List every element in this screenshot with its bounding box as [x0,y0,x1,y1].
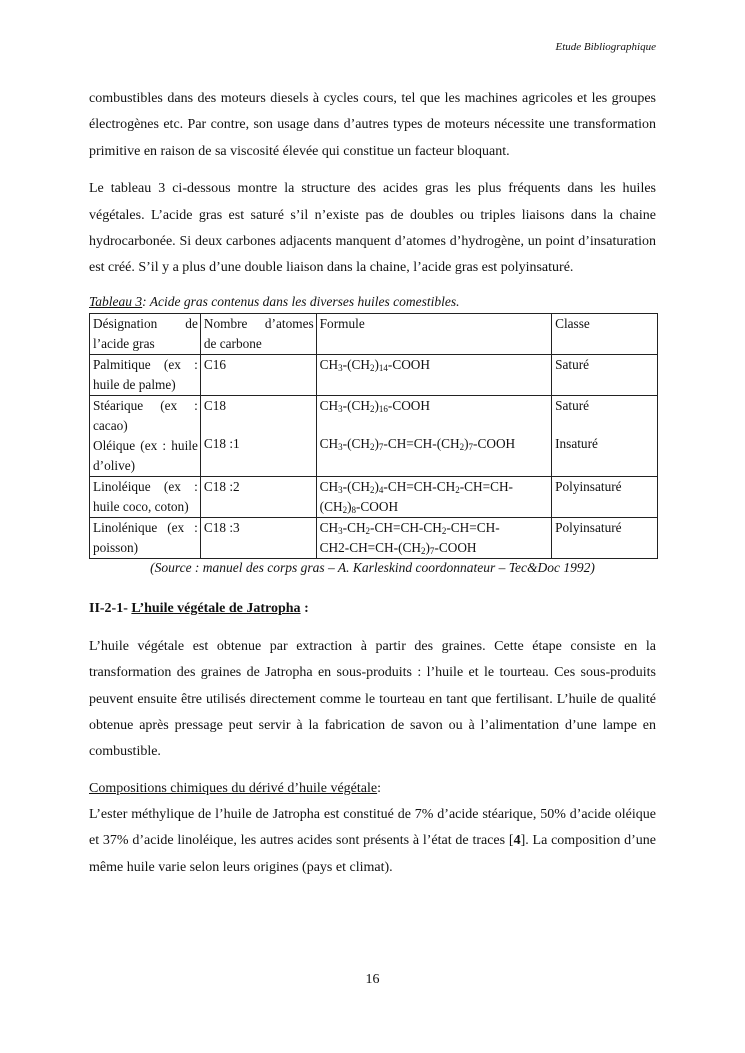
subheading-compositions [89,778,656,800]
fatty-acids-table [89,313,658,559]
table-row-palmitique [90,354,658,395]
section-number: II-2-1- [89,600,132,616]
page-body [89,86,656,881]
section-suffix: : [300,600,309,616]
table-row-stearique-oleique [90,395,658,476]
table-caption-label: Tableau 3 [89,293,143,309]
table-row-linoleique [90,476,658,517]
cell-name: Stéarique (ex : cacao) Oléique (ex : huile d’olive) [90,395,201,476]
section-title: L’huile végétale de Jatropha [131,600,301,616]
cell-name: Linoléique (ex : huile coco, coton) [90,476,201,517]
cell-carbon: C18 :3 [200,517,316,558]
paragraph-jatropha: L’huile végétale est obtenue par extraction à partir des graines. Cette étape consiste en la transformation des graines de Jatropha en sous-produits : l’huile et le tourteau. Ces sous-produits peuvent ensuite être utilisés directement comme le tourteau en tant que fertilisant. L’huile de qualité obtenue après pressage peut servir à la fabrication de savon ou à l’alimentation d’une lampe en combustible. [89,638,656,760]
header-designation: Désignation de l’acide gras [90,313,201,354]
cell-class: Saturé [552,354,658,395]
page-number: 16 [365,972,380,987]
cell-class: Polyinsaturé [552,476,658,517]
cell-name: Palmitique (ex : huile de palme) [90,354,201,395]
cell-class: Polyinsaturé [552,517,658,558]
paragraph-intro: combustibles dans des moteurs diesels à cycles cours, tel que les machines agricoles et les groupes électrogènes etc. Par contre, son usage dans d’autres types de moteurs nécessite une transformation primitive en raison de sa viscosité élevée qui constitue un facteur bloquant. [89,91,656,159]
section-heading [89,599,656,619]
table-caption [89,292,656,312]
subheading-text: Compositions chimiques du dérivé d’huile végétale [89,780,378,796]
running-header: Etude Bibliographique [555,41,656,53]
cell-name: Linolénique (ex : poisson) [90,517,201,558]
reference-number: 4 [513,833,521,849]
paragraph-fatty-acids: Le tableau 3 ci-dessous montre la structure des acides gras les plus fréquents dans les huiles végétales. L’acide gras est saturé s’il n’existe pas de doubles ou triples liaisons dans la chaine hydrocarbonée. Si deux carbones adjacents manquent d’atomes d’hydrogène, un point d’insaturation est créé. S’il y a plus d’une double liaison dans la chaine, l’acide gras est polyinsaturé. [89,181,656,276]
cell-formula: $CH_3-(CH_2)_{14}$-COOH [316,354,551,395]
cell-carbon: C18 :2 [200,476,316,517]
cell-formula: $CH_3-(CH_2)_4-CH=CH-CH_2-CH=CH-$ $(CH_2)_8$-COOH [316,476,551,517]
table-caption-text: : Acide gras contenus dans les diverses huiles comestibles. [142,293,460,309]
table-source: (Source : manuel des corps gras – A. Karleskind coordonnateur – Tec&Doc 1992) [150,559,595,575]
header-carbon-atoms: Nombre d’atomes de carbone [200,313,316,354]
cell-class: Saturé Insaturé [552,395,658,476]
table-header-row [90,313,658,354]
cell-formula: $CH_3-CH_2-CH=CH-CH_2-CH=CH-$ $CH2-CH=CH-(CH_2)_7$-COOH [316,517,551,558]
subheading-suffix: : [377,780,381,796]
cell-carbon: C16 [200,354,316,395]
header-class: Classe [552,313,658,354]
cell-carbon: C18 C18 :1 [200,395,316,476]
cell-formula: $CH_3-(CH_2)_{16}$-COOH $CH_3-(CH_2)_7-CH=CH-(CH_2)_7$-COOH [316,395,551,476]
table-row-linolenique [90,517,658,558]
header-formula: Formule [316,313,551,354]
paragraph-composition: L’ester méthylique de l’huile de Jatropha est constitué de 7% d’acide stéarique, 50% d’acide oléique et 37% d’acide linoléique, les autres acides sont présents à l’état de traces [4]. La composition d’une même huile varie selon leurs origines (pays et climat). [89,806,656,875]
